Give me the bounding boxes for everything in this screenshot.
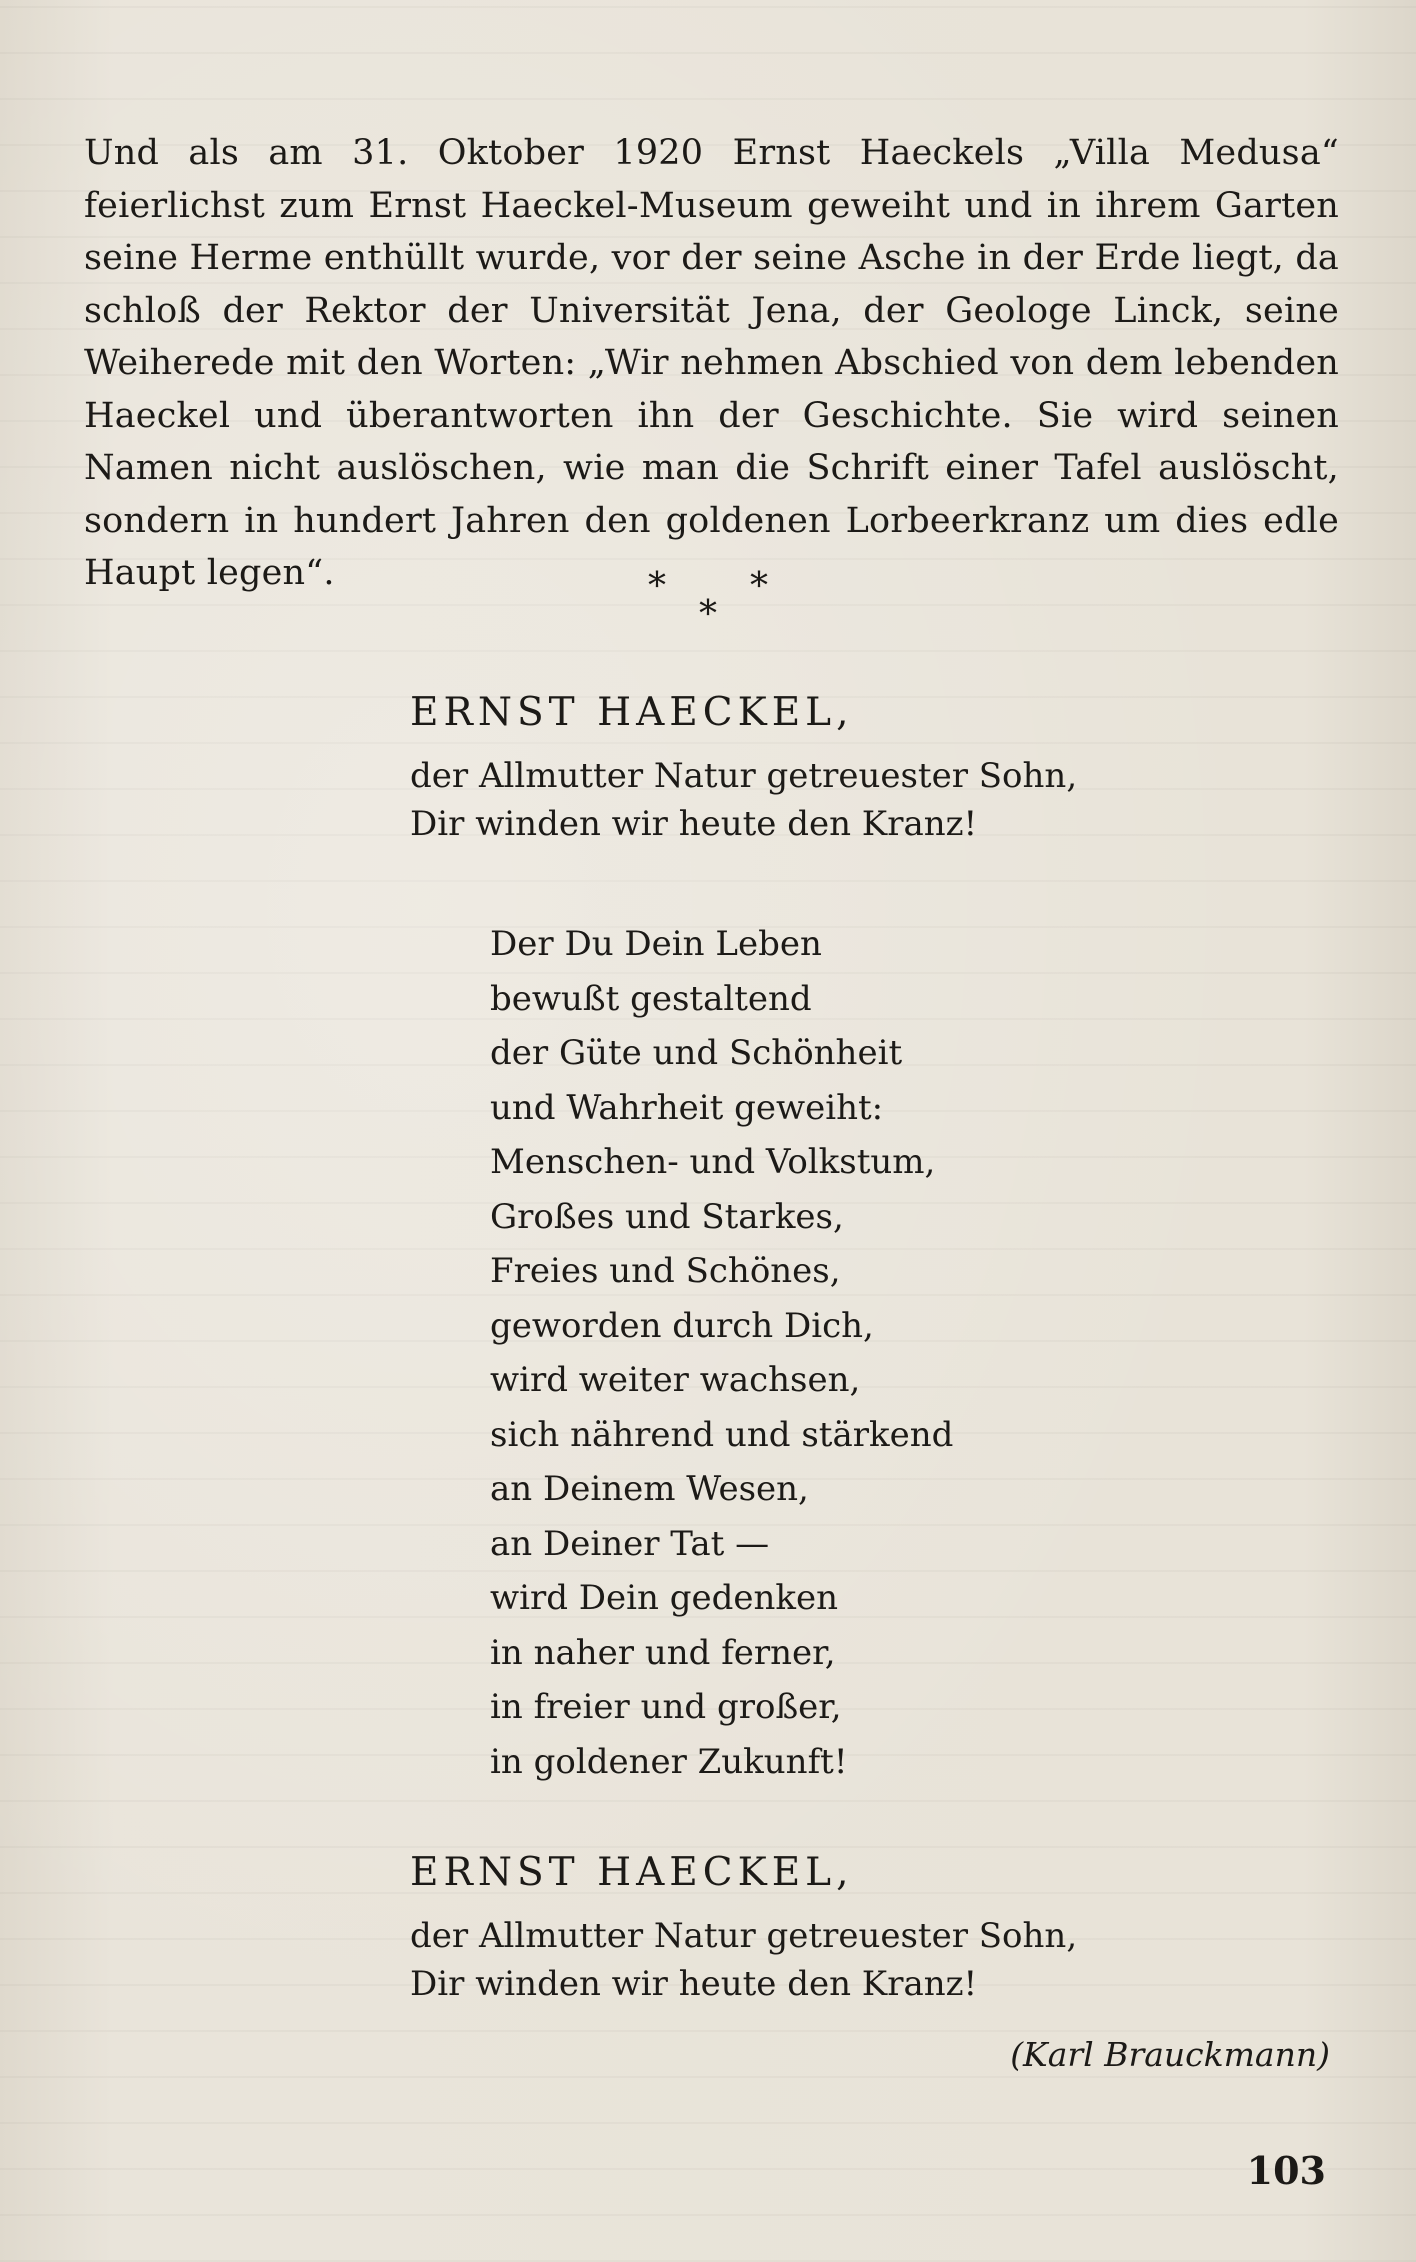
page-number: 103 <box>1246 2148 1326 2193</box>
asterism-star: * <box>750 566 768 607</box>
stanza-line: in freier und großer, <box>490 1687 842 1727</box>
stanza-line: geworden durch Dich, <box>490 1305 874 1346</box>
stanza-line: Der Du Dein Leben <box>490 924 822 964</box>
stanza-line: wird weiter wachsen, <box>490 1360 861 1400</box>
refrain-line: der Allmutter Natur getreuester Sohn, <box>410 756 1078 796</box>
stanza-line: bewußt gestaltend <box>490 978 812 1019</box>
stanza-line: sich nährend und stärkend <box>490 1414 954 1455</box>
poem-title: ERNST HAECKEL, <box>410 690 854 735</box>
stanza-line: Freies und Schönes, <box>490 1251 841 1291</box>
prose-paragraph: Und als am 31. Oktober 1920 Ernst Haeckels „Villa Medusa“ feierlichst zum Ernst Haeckel-Museum geweiht und in ihrem Garten seine Herme enthüllt wurde, vor der seine Asche in der Erde liegt, da schloß der Rektor der Universität Jena, der Geologe Linck, seine Weiherede mit den Worten: „Wir nehmen Abschied von dem lebenden Haeckel und überantworten ihn der Geschichte. Sie wird seinen Namen nicht auslöschen, wie man die Schrift einer Tafel auslöscht, sondern in hundert Jahren den goldenen Lorbeerkranz um dies edle Haupt legen“. <box>84 133 1339 593</box>
stanza-line: an Deinem Wesen, <box>490 1469 809 1509</box>
stanza-line: Großes und Starkes, <box>490 1196 844 1237</box>
asterism-star: * <box>699 594 717 635</box>
stanza-line: der Güte und Schönheit <box>490 1033 903 1073</box>
stanza-line: und Wahrheit geweiht: <box>490 1087 884 1128</box>
asterism-bottom-row <box>0 594 1416 635</box>
asterism-star: * <box>648 566 666 607</box>
refrain-line: Dir winden wir heute den Kranz! <box>410 1964 978 2004</box>
poem-title-repeat: ERNST HAECKEL, <box>410 1850 854 1895</box>
refrain-line: der Allmutter Natur getreuester Sohn, <box>410 1916 1078 1956</box>
stanza-line: in naher und ferner, <box>490 1632 836 1673</box>
refrain-line: Dir winden wir heute den Kranz! <box>410 804 978 844</box>
poem-attribution: (Karl Brauckmann) <box>1010 2035 1330 2074</box>
stanza-line: wird Dein gedenken <box>490 1578 839 1618</box>
poem-refrain <box>410 752 1077 848</box>
poem-stanza <box>490 917 953 1789</box>
stanza-line: Menschen- und Volkstum, <box>490 1142 936 1182</box>
stanza-line: an Deiner Tat — <box>490 1523 770 1564</box>
stanza-line: in goldener Zukunft! <box>490 1741 848 1782</box>
poem-refrain-repeat <box>410 1912 1077 2008</box>
